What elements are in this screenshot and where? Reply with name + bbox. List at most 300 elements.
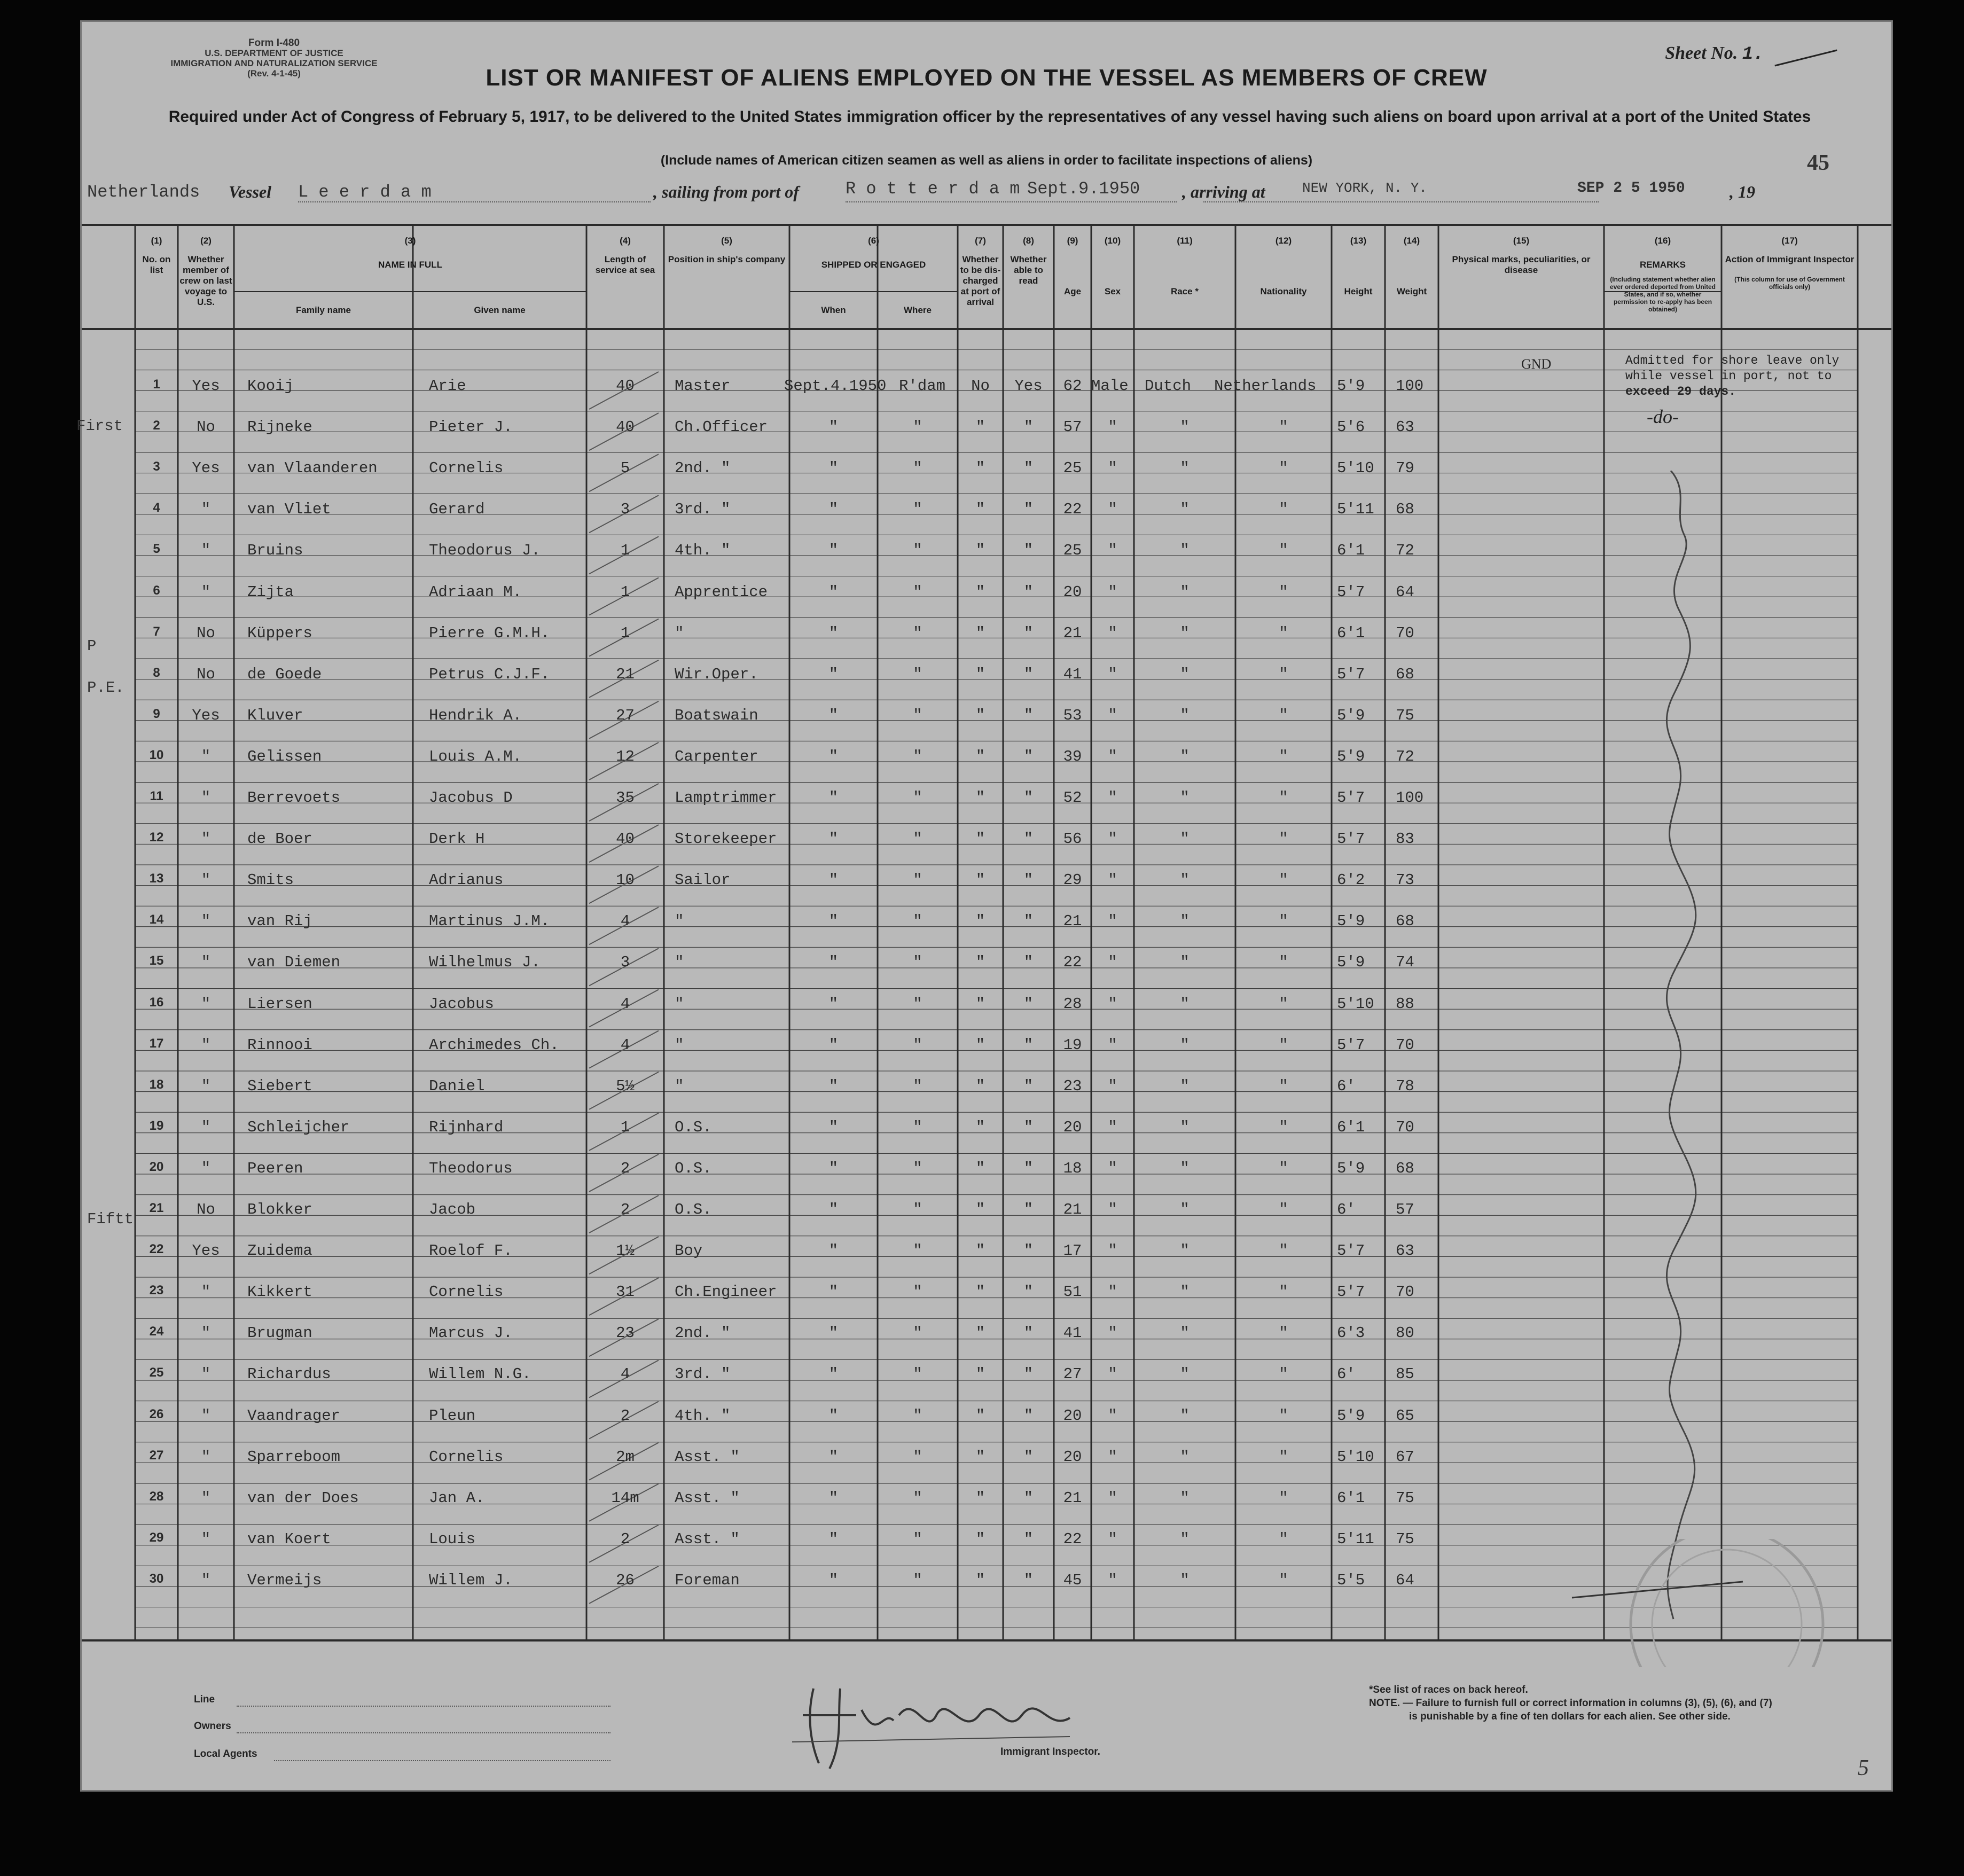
cell-service: 2m	[616, 1448, 635, 1466]
cell-nationality: "	[1279, 501, 1288, 519]
cell-family: Gelissen	[247, 747, 322, 765]
cell-prev: No	[197, 665, 215, 683]
cell-height: 5'7	[1337, 789, 1365, 807]
cell-position: 3rd. "	[675, 1365, 731, 1383]
cell-height: 5'10	[1337, 995, 1374, 1013]
cell-age: 56	[1063, 830, 1082, 848]
cell-race: "	[1180, 912, 1190, 931]
cell-read: "	[1023, 1406, 1034, 1425]
cell-prev: "	[201, 1118, 211, 1136]
column-header: (9)	[1067, 236, 1078, 246]
cell-when: "	[828, 1571, 839, 1589]
cell-prev: "	[201, 542, 211, 560]
cell-sex: "	[1108, 418, 1117, 436]
cell-prev: "	[201, 871, 211, 889]
cell-position: Boy	[675, 1242, 703, 1260]
column-header: NAME IN FULL	[378, 260, 442, 270]
cell-when: "	[828, 665, 839, 683]
sailing-label: , sailing from port of	[653, 182, 799, 201]
column-header: (This column for use of Government officials only)	[1734, 276, 1845, 291]
remarks-initials: GND	[1521, 356, 1552, 372]
cell-prev: "	[201, 830, 211, 848]
cell-height: 6'1	[1337, 624, 1365, 642]
column-header: (12)	[1275, 236, 1292, 246]
cell-when: "	[828, 1036, 839, 1054]
cell-where: "	[913, 1077, 922, 1095]
cell-discharged: "	[975, 1324, 985, 1342]
cell-service: 31	[616, 1283, 635, 1301]
cell-position: "	[675, 624, 684, 642]
cell-read: "	[1023, 624, 1034, 642]
cell-family: Kikkert	[247, 1283, 312, 1301]
arriving-label: , arriving at	[1182, 182, 1265, 201]
cell-read: "	[1023, 1201, 1034, 1218]
cell-no: 13	[149, 871, 164, 886]
cell-discharged: "	[975, 1489, 985, 1507]
cell-age: 27	[1063, 1365, 1082, 1383]
cell-sex: "	[1108, 830, 1117, 848]
cell-weight: 67	[1396, 1448, 1414, 1466]
cell-sex: "	[1108, 1118, 1117, 1136]
column-header: No. on list	[142, 254, 171, 275]
cell-read: "	[1023, 1283, 1034, 1301]
cell-weight: 72	[1396, 747, 1414, 765]
cell-race: "	[1180, 1118, 1190, 1136]
cell-race: "	[1180, 1530, 1190, 1548]
cell-discharged: "	[975, 995, 985, 1013]
inspection-stamp	[1567, 1539, 1866, 1667]
cell-nationality: "	[1279, 1406, 1288, 1425]
local-agents-rule	[274, 1760, 611, 1761]
cell-given: Cornelis	[429, 1448, 504, 1466]
cell-weight: 68	[1396, 665, 1414, 683]
cell-family: Bruins	[247, 542, 303, 560]
cell-when: "	[828, 1448, 839, 1466]
column-header: (Including statement whether alien ever ordered deported from United States, and if so, whether permission to re-apply has been obtained)	[1609, 276, 1716, 313]
cell-no: 21	[149, 1201, 164, 1215]
cell-read: "	[1023, 953, 1034, 972]
cell-no: 4	[153, 501, 160, 515]
cell-where: "	[913, 706, 922, 724]
cell-where: "	[913, 789, 922, 807]
cell-read: "	[1023, 583, 1034, 601]
cell-position: 4th. "	[675, 542, 731, 560]
cell-where: "	[913, 995, 922, 1013]
cell-sex: "	[1108, 1159, 1117, 1177]
cell-weight: 100	[1396, 377, 1424, 395]
cell-position: Storekeeper	[675, 830, 777, 848]
column-header: Race *	[1171, 286, 1199, 296]
cell-given: Theodorus	[429, 1159, 513, 1177]
column-header: Age	[1063, 286, 1082, 296]
cell-where: "	[913, 1036, 922, 1054]
cell-service: 5½	[616, 1077, 635, 1095]
cell-when: "	[828, 1118, 839, 1136]
cell-nationality: Netherlands	[1214, 377, 1317, 395]
cell-prev: "	[201, 1571, 211, 1589]
cell-age: 29	[1063, 871, 1082, 889]
cell-no: 26	[149, 1406, 164, 1421]
cell-position: Master	[675, 377, 731, 395]
cell-nationality: "	[1279, 830, 1288, 848]
cell-service: 3	[620, 953, 630, 972]
cell-given: Jacobus D	[429, 789, 513, 807]
departure-port: R o t t e r d a m	[846, 179, 1020, 199]
cell-height: 5'5	[1337, 1571, 1365, 1589]
cell-prev: No	[197, 418, 215, 436]
cell-where: "	[913, 912, 922, 931]
cell-age: 39	[1063, 747, 1082, 765]
cell-when: "	[828, 459, 839, 478]
cell-position: Carpenter	[675, 747, 758, 765]
column-header: (15)	[1513, 236, 1530, 246]
cell-given: Gerard	[429, 501, 485, 519]
cell-given: Roelof F.	[429, 1242, 513, 1260]
column-header: (2)	[200, 236, 212, 246]
cell-position: 3rd. "	[675, 501, 731, 519]
cell-family: Zuidema	[247, 1242, 312, 1260]
cell-where: "	[913, 1571, 922, 1589]
cell-service: 26	[616, 1571, 635, 1589]
cell-discharged: "	[975, 1365, 985, 1383]
cell-race: "	[1180, 665, 1190, 683]
inspector-signature	[792, 1678, 1166, 1774]
vessel-name: L e e r d a m	[298, 182, 432, 202]
cell-weight: 83	[1396, 830, 1414, 848]
cell-weight: 65	[1396, 1406, 1414, 1425]
cell-no: 3	[153, 459, 160, 474]
cell-age: 20	[1063, 1448, 1082, 1466]
cell-prev: "	[201, 1530, 211, 1548]
cell-no: 19	[149, 1118, 164, 1133]
cell-family: Smits	[247, 871, 294, 889]
cell-when: "	[828, 1530, 839, 1548]
cell-discharged: "	[975, 1530, 985, 1548]
cell-read: "	[1023, 1365, 1034, 1383]
cell-no: 2	[153, 418, 160, 433]
cell-discharged: "	[975, 624, 985, 642]
remarks-line-2: while vessel in port, not to	[1625, 369, 1832, 383]
cell-where: "	[913, 1242, 922, 1260]
cell-read: "	[1023, 542, 1034, 560]
cell-weight: 78	[1396, 1077, 1414, 1095]
cell-service: 4	[620, 912, 630, 931]
cell-no: 7	[153, 624, 160, 639]
cell-no: 1	[153, 377, 160, 392]
cell-no: 20	[149, 1159, 164, 1174]
cell-discharged: "	[975, 789, 985, 807]
cell-family: van Rij	[247, 912, 312, 931]
cell-read: "	[1023, 1448, 1034, 1466]
cell-discharged: "	[975, 1448, 985, 1466]
cell-prev: Yes	[192, 377, 220, 395]
footnote-races: *See list of races on back hereof.	[1369, 1684, 1528, 1695]
cell-weight: 73	[1396, 871, 1414, 889]
cell-given: Cornelis	[429, 1283, 504, 1301]
column-header: (14)	[1403, 236, 1420, 246]
footnote	[1369, 1683, 1772, 1723]
cell-read: "	[1023, 789, 1034, 807]
cell-discharged: "	[975, 1077, 985, 1095]
cell-sex: "	[1108, 501, 1117, 519]
cell-discharged: "	[975, 501, 985, 519]
cell-sex: "	[1108, 789, 1117, 807]
cell-nationality: "	[1279, 1365, 1288, 1383]
revision-date: (Rev. 4-1-45)	[247, 68, 301, 79]
cell-read: "	[1023, 995, 1034, 1013]
cell-service: 1	[620, 1118, 630, 1136]
cell-read: "	[1023, 1036, 1034, 1054]
cell-race: "	[1180, 1159, 1190, 1177]
cell-position: Asst. "	[675, 1489, 740, 1507]
cell-given: Wilhelmus J.	[429, 953, 541, 972]
cell-no: 27	[149, 1448, 164, 1463]
cell-nationality: "	[1279, 1530, 1288, 1548]
cell-where: "	[913, 1118, 922, 1136]
cell-family: Brugman	[247, 1324, 312, 1342]
column-header: Where	[904, 305, 932, 315]
cell-when: "	[828, 1283, 839, 1301]
cell-position: "	[675, 995, 684, 1013]
cell-age: 51	[1063, 1283, 1082, 1301]
cell-age: 28	[1063, 995, 1082, 1013]
cell-sex: "	[1108, 1324, 1117, 1342]
cell-given: Pieter J.	[429, 418, 513, 436]
cell-when: "	[828, 789, 839, 807]
cell-position: Ch.Officer	[675, 418, 768, 436]
cell-age: 21	[1063, 912, 1082, 931]
cell-weight: 64	[1396, 1571, 1414, 1589]
cell-prev: "	[201, 501, 211, 519]
cell-race: "	[1180, 542, 1190, 560]
cell-when: "	[828, 583, 839, 601]
column-header: (10)	[1104, 236, 1121, 246]
cell-read: "	[1023, 1118, 1034, 1136]
column-header: Given name	[474, 305, 526, 315]
cell-discharged: "	[975, 1283, 985, 1301]
cell-sex: "	[1108, 665, 1117, 683]
cell-position: Asst. "	[675, 1448, 740, 1466]
cell-nationality: "	[1279, 1118, 1288, 1136]
cell-when: "	[828, 1406, 839, 1425]
cell-discharged: "	[975, 665, 985, 683]
cell-discharged: "	[975, 1159, 985, 1177]
cell-nationality: "	[1279, 459, 1288, 478]
column-header: (16)	[1654, 236, 1671, 246]
remarks-entry	[1521, 353, 1840, 427]
cell-sex: "	[1108, 542, 1117, 560]
cell-race: "	[1180, 501, 1190, 519]
cell-given: Marcus J.	[429, 1324, 513, 1342]
column-header: Height	[1344, 286, 1373, 296]
cell-prev: "	[201, 953, 211, 972]
cell-height: 5'11	[1337, 501, 1374, 519]
cell-service: 12	[616, 747, 635, 765]
cell-family: van Vliet	[247, 501, 331, 519]
cell-when: Sept.4.1950	[784, 377, 887, 395]
cell-no: 6	[153, 583, 160, 598]
cell-sex: "	[1108, 953, 1117, 972]
cell-height: 5'9	[1337, 747, 1365, 765]
cell-prev: Yes	[192, 459, 220, 478]
cell-age: 53	[1063, 706, 1082, 724]
cell-sex: "	[1108, 1201, 1117, 1218]
cell-position: Foreman	[675, 1571, 740, 1589]
side-note-first: First	[76, 417, 123, 435]
cell-nationality: "	[1279, 1283, 1288, 1301]
cell-family: van Koert	[247, 1530, 331, 1548]
cell-discharged: "	[975, 747, 985, 765]
cell-weight: 63	[1396, 418, 1414, 436]
cell-where: "	[913, 953, 922, 972]
cell-weight: 70	[1396, 624, 1414, 642]
cell-when: "	[828, 542, 839, 560]
cell-service: 23	[616, 1324, 635, 1342]
cell-height: 5'9	[1337, 953, 1365, 972]
cell-service: 21	[616, 665, 635, 683]
cell-read: "	[1023, 1530, 1034, 1548]
cell-given: Arie	[429, 377, 466, 395]
cell-position: Lamptrimmer	[675, 789, 777, 807]
cell-service: 2	[620, 1530, 630, 1548]
cell-nationality: "	[1279, 624, 1288, 642]
cell-read: "	[1023, 871, 1034, 889]
cell-weight: 100	[1396, 789, 1424, 807]
cell-nationality: "	[1279, 1448, 1288, 1466]
cell-nationality: "	[1279, 1159, 1288, 1177]
cell-age: 20	[1063, 583, 1082, 601]
cell-service: 27	[616, 706, 635, 724]
cell-position: Sailor	[675, 871, 731, 889]
column-header: (7)	[975, 236, 986, 246]
cell-given: Pleun	[429, 1406, 476, 1425]
cell-prev: Yes	[192, 1242, 220, 1260]
cell-prev: "	[201, 1448, 211, 1466]
cell-sex: "	[1108, 1077, 1117, 1095]
cell-when: "	[828, 706, 839, 724]
cell-where: "	[913, 830, 922, 848]
cell-discharged: "	[975, 583, 985, 601]
cell-family: van Diemen	[247, 953, 341, 972]
arrival-port: NEW YORK, N. Y.	[1302, 180, 1428, 196]
cell-family: Zijta	[247, 583, 294, 601]
cell-prev: "	[201, 789, 211, 807]
cell-position: "	[675, 1036, 684, 1054]
cell-nationality: "	[1279, 747, 1288, 765]
cell-no: 9	[153, 706, 160, 721]
column-header: (1)	[151, 236, 162, 246]
cell-position: "	[675, 912, 684, 931]
cell-prev: "	[201, 1324, 211, 1342]
cell-where: "	[913, 1448, 922, 1466]
column-header: REMARKS	[1640, 260, 1686, 270]
column-header: Action of Immigrant Inspector	[1725, 254, 1855, 264]
cell-when: "	[828, 912, 839, 931]
cell-family: Kluver	[247, 706, 303, 724]
cell-no: 18	[149, 1077, 164, 1092]
cell-weight: 75	[1396, 1489, 1414, 1507]
cell-family: van der Does	[247, 1489, 359, 1507]
cell-nationality: "	[1279, 1077, 1288, 1095]
cell-height: 6'1	[1337, 1118, 1365, 1136]
cell-prev: No	[197, 1201, 215, 1218]
cell-nationality: "	[1279, 583, 1288, 601]
cell-read: "	[1023, 1242, 1034, 1260]
cell-age: 18	[1063, 1159, 1082, 1177]
cell-sex: Male	[1091, 377, 1129, 395]
cell-sex: "	[1108, 1530, 1117, 1548]
cell-height: 5'7	[1337, 830, 1365, 848]
cell-read: "	[1023, 1324, 1034, 1342]
cell-when: "	[828, 1489, 839, 1507]
cell-position: O.S.	[675, 1118, 712, 1136]
cell-age: 17	[1063, 1242, 1082, 1260]
footnote-note: NOTE. — Failure to furnish full or correct information in columns (3), (5), (6), and (7)	[1369, 1698, 1772, 1709]
cell-nationality: "	[1279, 706, 1288, 724]
cell-when: "	[828, 418, 839, 436]
cell-where: R'dam	[899, 377, 946, 395]
cell-where: "	[913, 1324, 922, 1342]
cell-when: "	[828, 1159, 839, 1177]
cell-given: Willem J.	[429, 1571, 513, 1589]
cell-service: 2	[620, 1201, 630, 1218]
cell-given: Adriaan M.	[429, 583, 522, 601]
cell-given: Rijnhard	[429, 1118, 504, 1136]
cell-given: Pierre G.M.H.	[429, 624, 550, 642]
cell-service: 4	[620, 1036, 630, 1054]
cell-nationality: "	[1279, 1489, 1288, 1507]
cell-position: O.S.	[675, 1201, 712, 1218]
cell-when: "	[828, 501, 839, 519]
cell-sex: "	[1108, 1489, 1117, 1507]
cell-height: 5'7	[1337, 1036, 1365, 1054]
cell-race: "	[1180, 995, 1190, 1013]
cell-height: 5'9	[1337, 377, 1365, 395]
cell-height: 5'9	[1337, 1406, 1365, 1425]
cell-given: Archimedes Ch.	[429, 1036, 559, 1054]
cell-service: 10	[616, 871, 635, 889]
cell-race: "	[1180, 830, 1190, 848]
cell-height: 6'3	[1337, 1324, 1365, 1342]
cell-no: 24	[149, 1324, 164, 1339]
cell-where: "	[913, 542, 922, 560]
cell-race: "	[1180, 1489, 1190, 1507]
cell-prev: "	[201, 1159, 211, 1177]
corner-number: 5	[1858, 1756, 1869, 1780]
cell-race: "	[1180, 583, 1190, 601]
cell-family: Küppers	[247, 624, 312, 642]
cell-discharged: "	[975, 1406, 985, 1425]
column-header: Position in ship's company	[668, 254, 786, 264]
cell-age: 52	[1063, 789, 1082, 807]
cell-sex: "	[1108, 459, 1117, 478]
cell-no: 29	[149, 1530, 164, 1545]
cell-weight: 74	[1396, 953, 1414, 972]
cell-height: 6'	[1337, 1365, 1356, 1383]
cell-weight: 79	[1396, 459, 1414, 478]
cell-service: 4	[620, 995, 630, 1013]
cell-discharged: "	[975, 1036, 985, 1054]
cell-read: "	[1023, 1571, 1034, 1589]
cell-sex: "	[1108, 706, 1117, 724]
remarks-line-3: exceed 29 days.	[1625, 385, 1736, 398]
cell-age: 22	[1063, 953, 1082, 972]
cell-height: 5'7	[1337, 1242, 1365, 1260]
cell-height: 6'2	[1337, 871, 1365, 889]
cell-height: 5'9	[1337, 706, 1365, 724]
cell-no: 11	[150, 789, 163, 803]
cell-race: "	[1180, 747, 1190, 765]
